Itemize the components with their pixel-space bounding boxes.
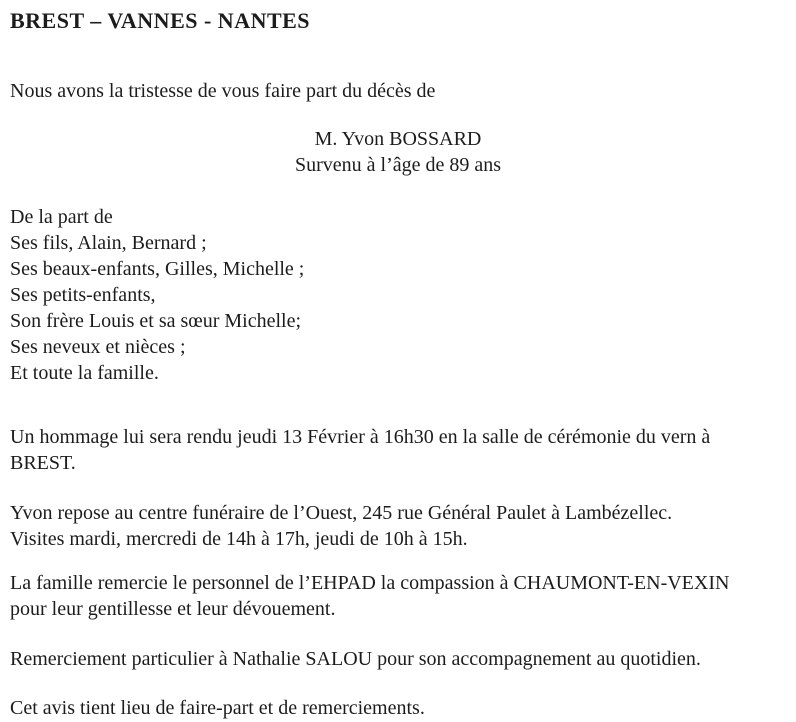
family-list-intro: De la part de bbox=[10, 206, 113, 228]
family-list-item: Ses petits-enfants, bbox=[10, 284, 156, 306]
deceased-block bbox=[10, 126, 786, 178]
thanks-line-2: pour leur gentillesse et leur dévouement. bbox=[10, 598, 336, 620]
deceased-name: M. Yvon BOSSARD bbox=[314, 128, 482, 150]
repose-paragraph bbox=[10, 500, 786, 552]
family-list bbox=[10, 204, 786, 386]
visiting-hours-line: Visites mardi, mercredi de 14h à 17h, jeudi de 10h à 15h. bbox=[10, 528, 468, 550]
repose-location-line: Yvon repose au centre funéraire de l’Ouest, 245 rue Général Paulet à Lambézellec. bbox=[10, 502, 673, 524]
family-list-item: Son frère Louis et sa sœur Michelle; bbox=[10, 310, 302, 332]
deceased-age-line: Survenu à l’âge de 89 ans bbox=[294, 154, 502, 176]
family-list-item: Et toute la famille. bbox=[10, 362, 159, 384]
ceremony-paragraph bbox=[10, 424, 786, 476]
family-list-item: Ses neveux et nièces ; bbox=[10, 336, 186, 358]
special-thanks-paragraph: Remerciement particulier à Nathalie SALOU pour son accompagnement au quotidien. bbox=[10, 648, 701, 670]
ceremony-city-line: BREST. bbox=[10, 452, 76, 474]
family-list-item: Ses fils, Alain, Bernard ; bbox=[10, 232, 207, 254]
family-list-item: Ses beaux-enfants, Gilles, Michelle ; bbox=[10, 258, 305, 280]
document-header-cities: BREST – VANNES - NANTES bbox=[10, 8, 311, 33]
intro-sentence: Nous avons la tristesse de vous faire part du décès de bbox=[10, 80, 436, 102]
closing-statement: Cet avis tient lieu de faire-part et de remerciements. bbox=[10, 697, 425, 719]
thanks-line-1: La famille remercie le personnel de l’EHPAD la compassion à CHAUMONT-EN-VEXIN bbox=[10, 572, 730, 594]
thanks-paragraph bbox=[10, 570, 786, 622]
ceremony-details-line: Un hommage lui sera rendu jeudi 13 Février à 16h30 en la salle de cérémonie du vern à bbox=[10, 426, 711, 448]
